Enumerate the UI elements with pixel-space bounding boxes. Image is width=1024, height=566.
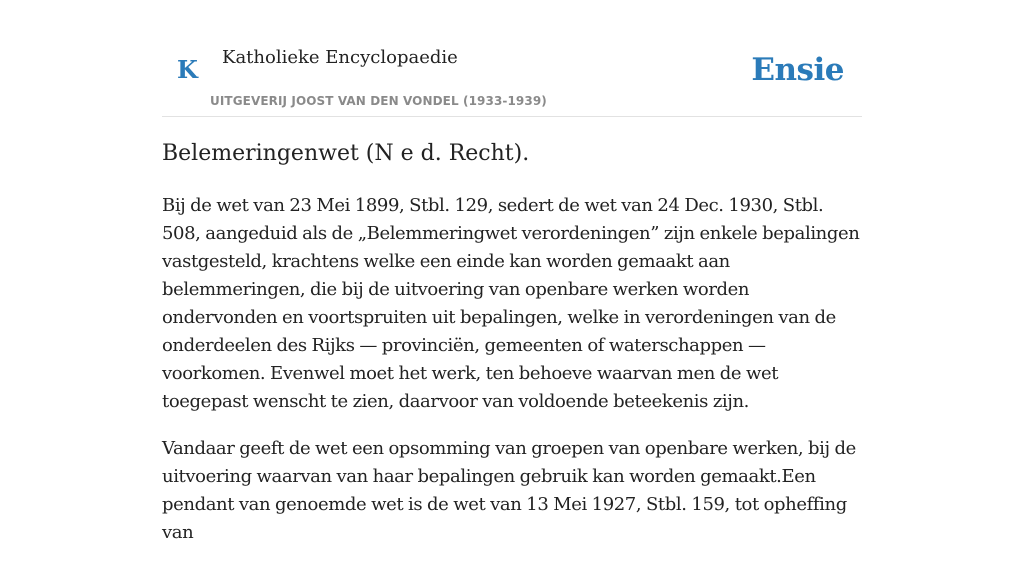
entry-body (162, 192, 862, 566)
ensie-brand-link[interactable]: Ensie (751, 52, 844, 88)
entry-paragraph-1: Bij de wet van 23 Mei 1899, Stbl. 129, sedert de wet van 24 Dec. 1930, Stbl. 508, aangeduid als de „Belemmeringwet verordeningen” zijn enkele bepalingen vastgesteld, krachtens welke een einde kan worden gemaakt aan belemmeringen, die bij de uitvoering van openbare werken worden ondervonden en voortspruiten uit bepalingen, welke in verordeningen van de onderdeelen des Rijks — provinciën, gemeenten of waterschappen — voorkomen. Evenwel moet het werk, ten behoeve waarvan men de wet toegepast wenscht te zien, daarvoor van voldoende beteekenis zijn. (162, 195, 860, 412)
site-title[interactable]: Katholieke Encyclopaedie (222, 47, 458, 68)
site-header (162, 0, 862, 117)
publisher-label: UITGEVERIJ JOOST VAN DEN VONDEL (1933-1939) (210, 94, 547, 108)
entry-title: Belemeringenwet (N e d. Recht). (162, 141, 530, 166)
entry-paragraph-2: Vandaar geeft de wet een opsomming van groepen van openbare werken, bij de uitvoering waarvan van haar bepalingen gebruik kan worden gemaakt.Een pendant van genoemde wet is de wet van 13 Mei 1927, Stbl. 159, tot opheffing van (162, 438, 856, 543)
encyclopedia-logo-icon[interactable]: K (177, 55, 198, 84)
